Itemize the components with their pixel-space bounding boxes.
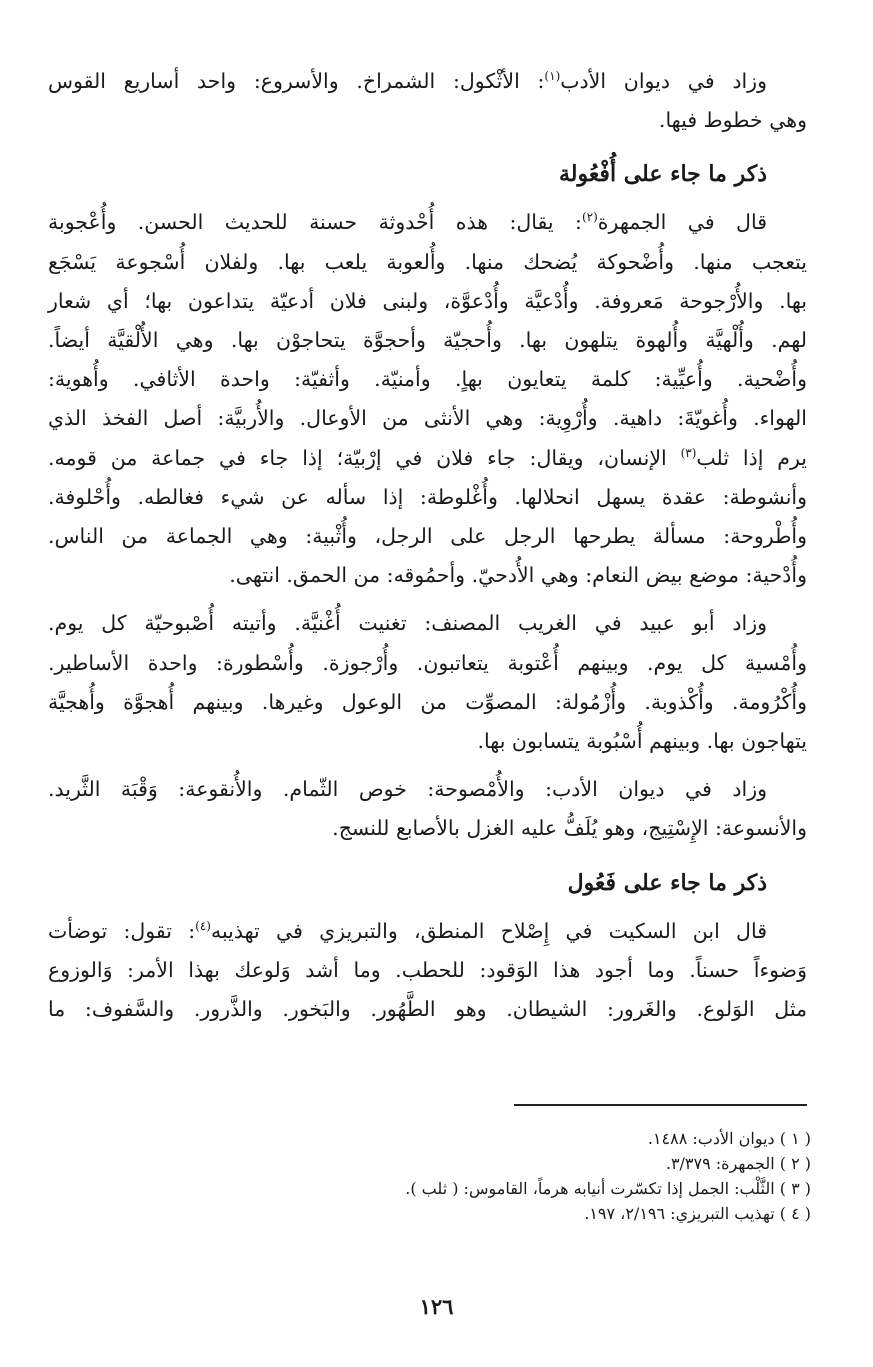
text-line: وزاد أبو عبيد في الغريب المصنف: تغنيت أُغْنيَّة. وأتيته أُصْبوحيّة كل يوم. (48, 611, 767, 636)
section-heading-faul: ذكر ما جاء على فَعُول (567, 869, 767, 896)
text-line: مثل الوَلوع. والغَرور: الشيطان. وهو الطَّهُور. والبَخور. والذَّرور. والسَّفوف: ما (48, 997, 807, 1022)
text-line: والأنسوعة: الإِسْتِيج، وهو يُلَفُّ عليه الغزل بالأصابع للنسج. (332, 816, 807, 841)
text-line: وأُمْسية كل يوم. وبينهم أُعْتوبة يتعاتبون. وأُرْجوزة. وأُسْطورة: واحدة الأساطير. (48, 650, 807, 675)
paragraph-ibn-al-sikkit (48, 912, 807, 1030)
text-line: وهي خطوط فيها. (658, 108, 807, 133)
text-line: وأُطْروحة: مسألة يطرحها الرجل على الرجل، وأُثْبية: وهي الجماعة من الناس. (48, 524, 807, 549)
footnote-ref: (٣) (680, 445, 697, 460)
text-line: يرم إذا ثلب$^{(٣)}$ الإنسان، ويقال: جاء فلان في إرْبيّة؛ إذا جاء في جماعة من قومه. (48, 445, 807, 470)
text-line: يتعجب منها. وأُضْحوكة يُضحك منها. وأُلعوبة يلعب بها. ولفلان أُسْجوعة يَسْجَع (48, 249, 807, 274)
footnote-4: ( ٤ ) تهذيب التبريزي: ٢/١٩٦، ١٩٧. (584, 1204, 811, 1223)
section-heading-ufula: ذكر ما جاء على أُفْعُولة (558, 161, 767, 188)
text-line: وأُكْرُومة. وأُكْذوبة. وأُزْمُولة: المصوِّت من الوعول وغيرها. وبينهم أُهجوَّة وأُهجيَّة (48, 689, 807, 714)
text-line: وأنشوطة: عقدة يسهل انحلالها. وأُغْلوطة: إذا سأله عن شيء فغالطه. وأُحْلوفة. (48, 484, 807, 509)
text-line: وأُدْحية: موضع بيض النعام: وهي الأُدحيّ. وأحمُوقه: من الحمق. انتهى. (229, 563, 807, 588)
text-line: وأُضْحية. وأُعيِّية: كلمة يتعايون بهاٍ. وأمنيّة. وأثفيّة: واحدة الأثافي. وأُهوية: (48, 367, 807, 392)
paragraph-abu-ubayd (48, 604, 807, 761)
footnote-ref: (١) (544, 69, 561, 84)
footnote-ref: (٢) (581, 210, 598, 225)
footnote-ref: (٤) (195, 918, 211, 933)
paragraph-diwan-al-adab-2 (48, 770, 807, 848)
text-line: وزاد في ديوان الأدب$^{(١)}$: الأثْكول: الشمراخ. والأسروع: واحد أساريع القوس (48, 69, 767, 93)
text-line: وزاد في ديوان الأدب: والأُمْصوحة: خوص الثّمام. والأُنقوعة: وَقْبَة الثَّريد. (48, 777, 767, 802)
footnote-divider (514, 1104, 807, 1106)
footnote-2: ( ٢ ) الجمهرة: ٣/٣٧٩. (665, 1154, 811, 1173)
text-line: يتهاجون بها. وبينهم أُسْبُوبة يتسابون بها. (477, 729, 807, 754)
text-line: لهم. وأُلْهيَّة وأُلهوة يتلهون بها. وأُحجيّة وأحجوَّة يتحاجوْن بها. وهي الأُلْقيَّة أيضاً. (48, 328, 807, 353)
paragraph-diwan-al-adab (48, 62, 807, 140)
text-line: وَضوءاً حسناً. وما أجود هذا الوَقود: للحطب. وما أشد وَلوعك بهذا الأمر: وَالوزوع (48, 957, 807, 982)
paragraph-jamhara (48, 203, 807, 595)
text-line: بها. والأُرْجوحة مَعروفة. وأُدْعيَّة وأُدْعوَّة، ولبنى فلان أدعيّة يتداعون بها؛ أي شعار (48, 288, 807, 313)
footnotes (200, 1126, 811, 1226)
footnote-3: ( ٣ ) الثَّلْب: الجمل إذا تكسّرت أنيابه هرماً، القاموس: ( ثلب ). (405, 1179, 811, 1198)
text-line: قال ابن السكيت في إِصْلاح المنطق، والتبريزي في تهذيبه$^{(٤)}$: تقول: توضأت (48, 918, 767, 943)
page-number: ١٢٦ (419, 1294, 454, 1319)
text-line: الهواء. وأُغويّةَ: داهية. وأُرْوِية: وهي الأنثى من الأوعال. والأُربيَّة: أصل الفخذ الذي (48, 406, 807, 431)
footnote-1: ( ١ ) ديوان الأدب: ١٤٨٨. (647, 1129, 811, 1148)
text-line: قال في الجمهرة$^{(٢)}$: يقال: هذه أُحْدوثة حسنة للحديث الحسن. وأُعْجوبة (48, 210, 767, 235)
